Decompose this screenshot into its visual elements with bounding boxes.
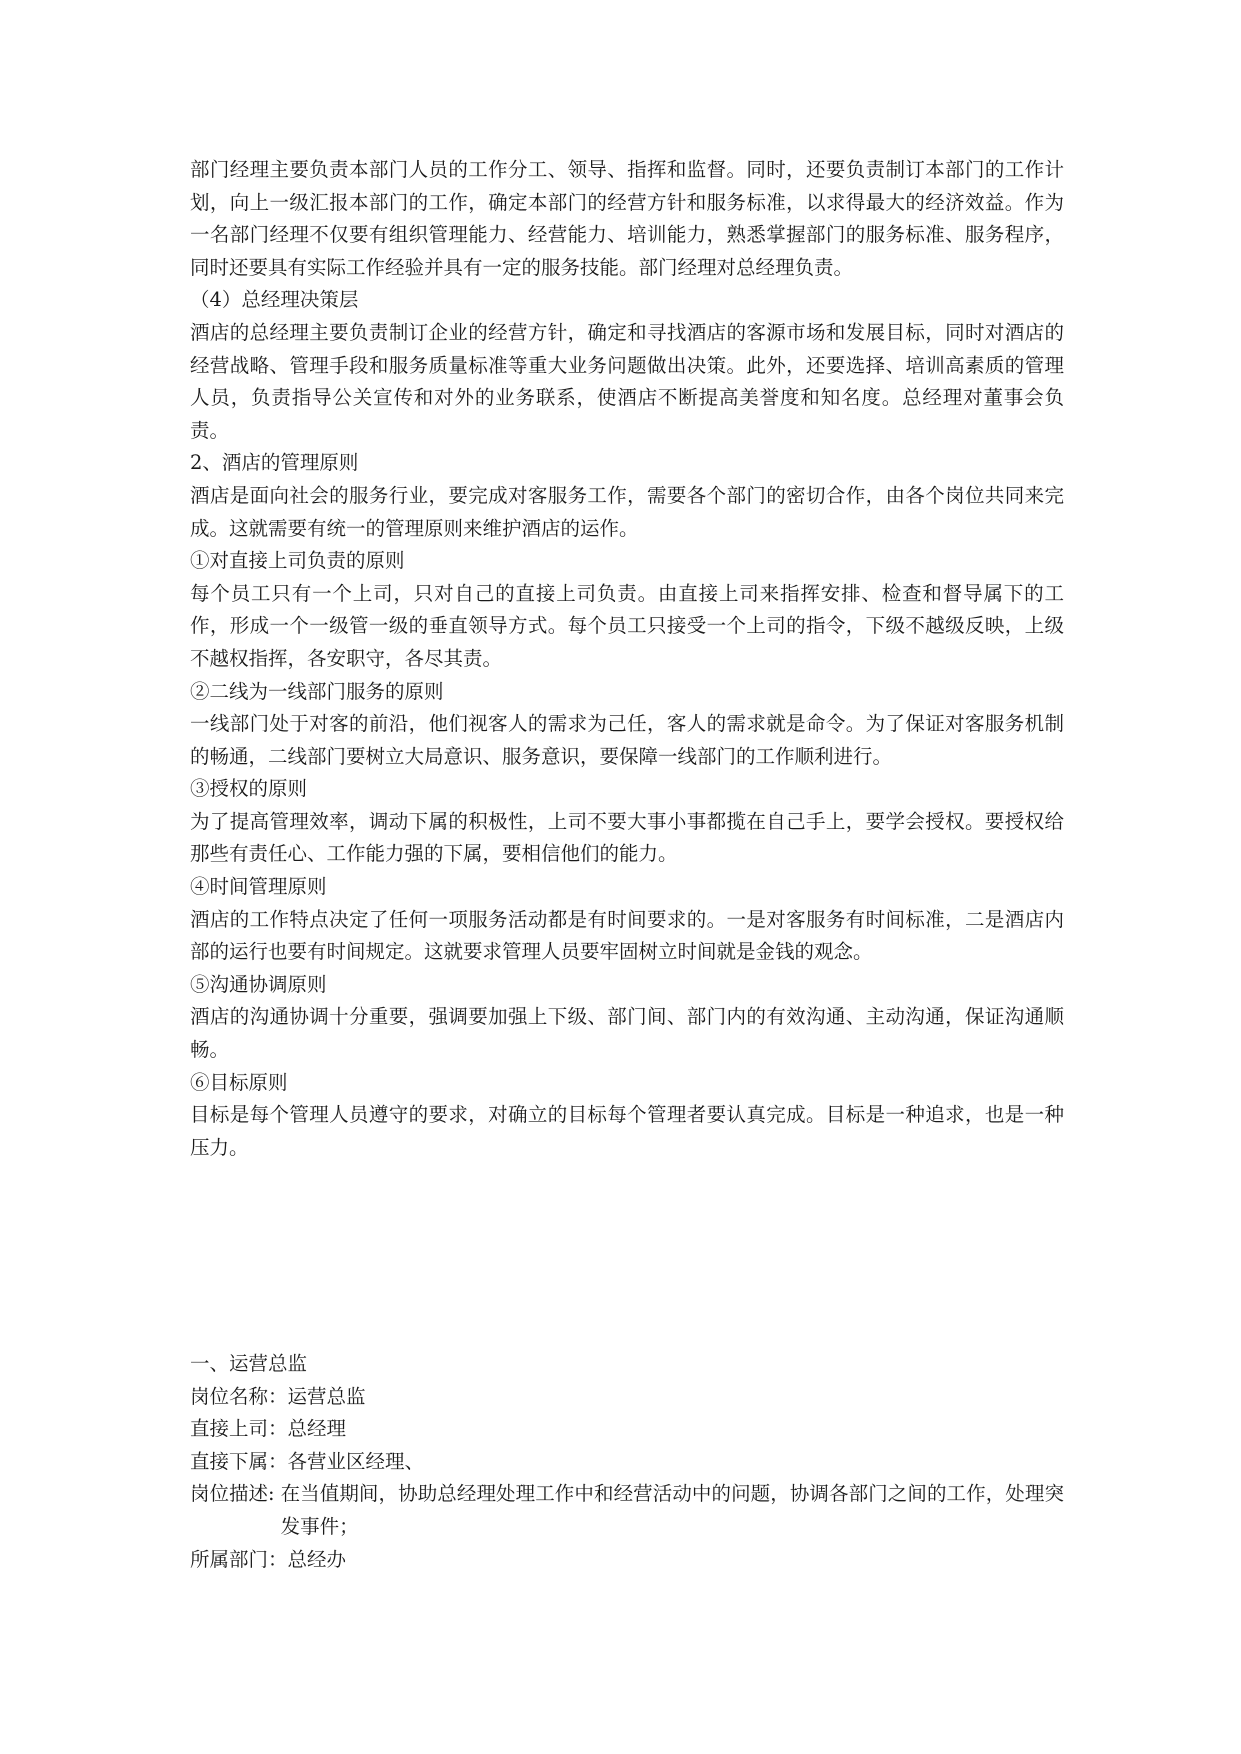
job-description-section [190, 1348, 1064, 1576]
job-heading: 一、运营总监 [190, 1352, 308, 1375]
job-department-line: 所属部门：总经办 [190, 1547, 347, 1571]
paragraph-principle-6: 目标是每个管理人员遵守的要求，对确立的目标每个管理者要认真完成。目标是一种追求，也是一种压力。 [190, 1103, 1064, 1159]
paragraph-general-manager: 酒店的总经理主要负责制订企业的经营方针，确定和寻找酒店的客源市场和发展目标，同时对酒店的经营战略、管理手段和服务质量标准等重大业务问题做出决策。此外，还要选择、培训高素质的管理人员，负责指导公关宣传和对外的业务联系，使酒店不断提高美誉度和知名度。总经理对董事会负责。 [190, 320, 1064, 442]
heading-principle-4: ④时间管理原则 [190, 875, 327, 899]
paragraph-principle-1: 每个员工只有一个上司，只对自己的直接上司负责。由直接上司来指挥安排、检查和督导属下的工作，形成一个一级管一级的垂直领导方式。每个员工只接受一个上司的指令，下级不越级反映，上级不越权指挥，各安职守，各尽其责。 [190, 581, 1064, 670]
heading-principle-5: ⑤沟通协调原则 [190, 972, 327, 996]
paragraph-principle-4: 酒店的工作特点决定了任何一项服务活动都是有时间要求的。一是对客服务有时间标准，二是酒店内部的运行也要有时间规定。这就要求管理人员要牢固树立时间就是金钱的观念。 [190, 907, 1064, 964]
job-title-line: 岗位名称：运营总监 [190, 1384, 366, 1408]
paragraph-principle-5: 酒店的沟通协调十分重要，强调要加强上下级、部门间、部门内的有效沟通、主动沟通，保证沟通顺畅。 [190, 1005, 1064, 1062]
document-body [190, 154, 1064, 1164]
job-description-row [190, 1478, 1064, 1543]
job-description-text: 在当值期间，协助总经理处理工作中和经营活动中的问题，协调各部门之间的工作，处理突发事件； [280, 1482, 1064, 1538]
paragraph-principle-3: 为了提高管理效率，调动下属的积极性，上司不要大事小事都揽在自己手上，要学会授权。要授权给那些有责任心、工作能力强的下属，要相信他们的能力。 [190, 809, 1064, 866]
paragraph-department-manager: 部门经理主要负责本部门人员的工作分工、领导、指挥和监督。同时，还要负责制订本部门的工作计划，向上一级汇报本部门的工作，确定本部门的经营方针和服务标准，以求得最大的经济效益。作为一名部门经理不仅要有组织管理能力、经营能力、培训能力，熟悉掌握部门的服务标准、服务程序，同时还要具有实际工作经验并具有一定的服务技能。部门经理对总经理负责。 [190, 158, 1064, 279]
paragraph-principles-intro: 酒店是面向社会的服务行业，要完成对客服务工作，需要各个部门的密切合作，由各个岗位共同来完成。这就需要有统一的管理原则来维护酒店的运作。 [190, 483, 1064, 540]
heading-principle-6: ⑥目标原则 [190, 1070, 288, 1094]
paragraph-principle-2: 一线部门处于对客的前沿，他们视客人的需求为己任，客人的需求就是命令。为了保证对客服务机制的畅通，二线部门要树立大局意识、服务意识，要保障一线部门的工作顺利进行。 [190, 712, 1064, 768]
heading-gm-decision-layer: （4）总经理决策层 [190, 288, 359, 312]
heading-principle-2: ②二线为一线部门服务的原则 [190, 679, 444, 703]
heading-principle-3: ③授权的原则 [190, 777, 308, 801]
job-subordinate-line: 直接下属：各营业区经理、 [190, 1449, 425, 1473]
heading-management-principles: 2、酒店的管理原则 [190, 451, 359, 475]
job-superior-line: 直接上司：总经理 [190, 1417, 347, 1441]
heading-principle-1: ①对直接上司负责的原则 [190, 549, 405, 573]
job-description-label: 岗位描述: [190, 1482, 275, 1506]
